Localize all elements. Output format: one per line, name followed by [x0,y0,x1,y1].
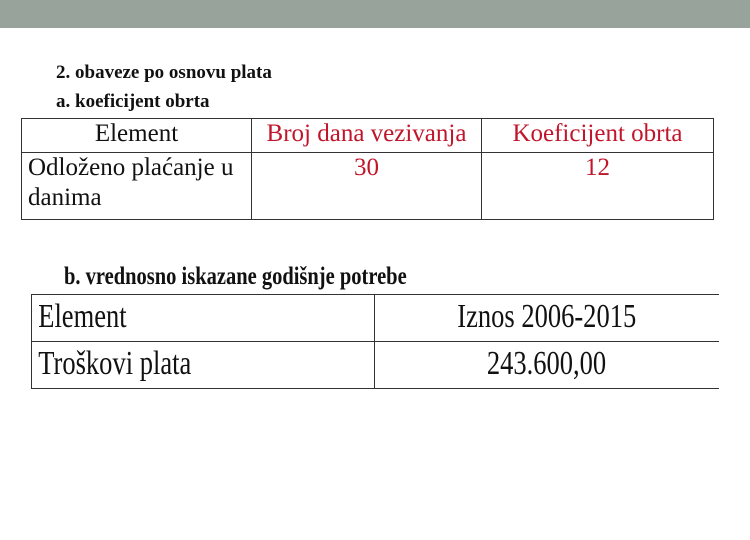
table-row [22,153,714,220]
header-element-cell [32,295,375,342]
cell-element: Troškovi plata [38,345,192,382]
header-iznos: Iznos 2006-2015 [457,298,637,335]
godisnje-potrebe-table [31,294,719,389]
header-element: Element [22,119,252,153]
section-heading-2: 2. obaveze po osnovu plata [56,62,272,83]
section-heading-b: b. vrednosno iskazane godišnje potrebe [64,263,407,290]
koeficijent-obrta-table [21,118,714,220]
section-heading-a: a. koeficijent obrta [56,91,210,112]
header-koeficijent-obrta: Koeficijent obrta [482,119,714,153]
cell-broj-dana: 30 [252,153,482,220]
header-broj-dana-vezivanja: Broj dana vezivanja [252,119,482,153]
cell-element: Odloženo plaćanje u danima [22,153,252,220]
header-iznos-cell [374,295,719,342]
table-header-row [22,119,714,153]
cell-koeficijent: 12 [482,153,714,220]
table-header-row [32,295,720,342]
table-row [32,342,720,389]
cell-element-cell [32,342,375,389]
header-element: Element [38,298,127,335]
cell-iznos: 243.600,00 [487,345,607,382]
slide-top-bar [0,0,750,28]
cell-iznos-cell [374,342,719,389]
